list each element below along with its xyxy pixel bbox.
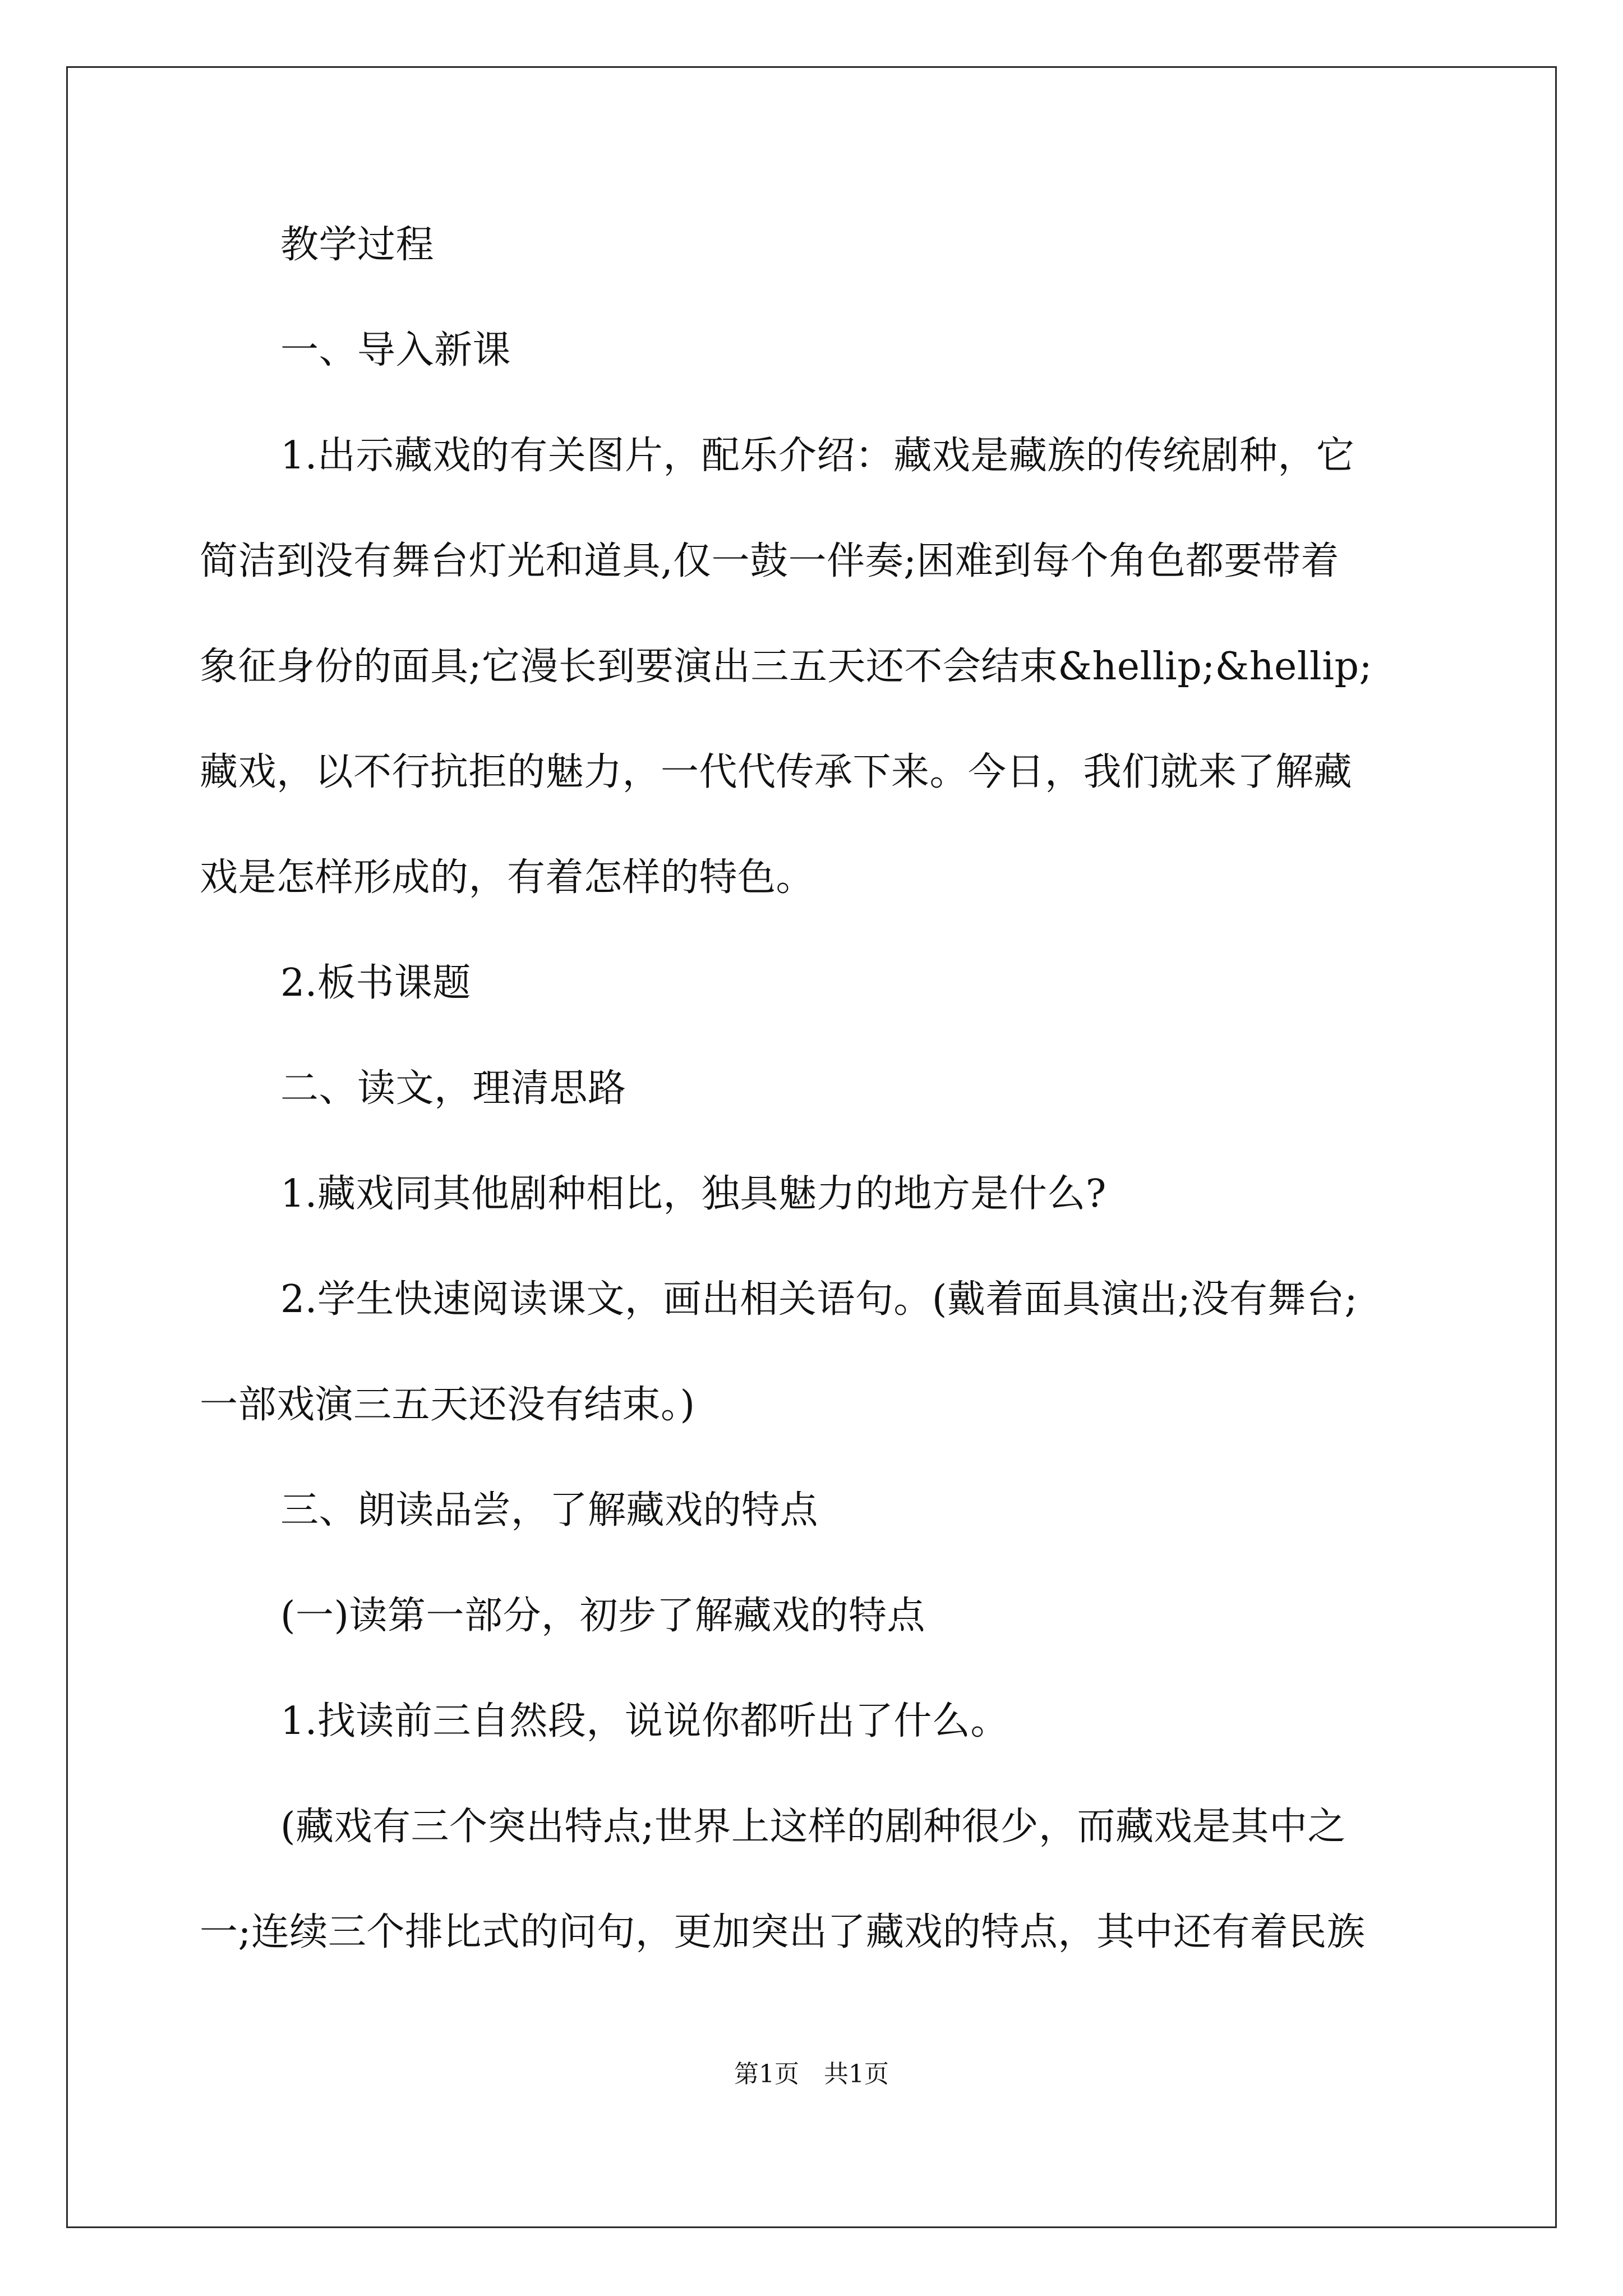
page-border bbox=[66, 66, 1557, 2228]
paragraph-line-heading-process: 教学过程 bbox=[280, 223, 435, 267]
paragraph-line: 藏戏，以不行抗拒的魅力，一代代传承下来。今日，我们就来了解藏 bbox=[200, 750, 1353, 794]
paragraph-line: 戏是怎样形成的，有着怎样的特色。 bbox=[200, 855, 815, 900]
paragraph-line: 一;连续三个排比式的问句，更加突出了藏戏的特点，其中还有着民族 bbox=[200, 1910, 1366, 1954]
paragraph-line-section-3-heading: 三、朗读品尝，了解藏戏的特点 bbox=[280, 1488, 819, 1533]
paragraph-line-subsection-heading: (一)读第一部分，初步了解藏戏的特点 bbox=[280, 1594, 926, 1638]
paragraph-line: 一部戏演三五天还没有结束。) bbox=[200, 1383, 695, 1427]
paragraph-line-section-2-heading: 二、读文，理清思路 bbox=[280, 1066, 626, 1111]
paragraph-line: 2.板书课题 bbox=[280, 961, 471, 1005]
paragraph-line: (藏戏有三个突出特点;世界上这样的剧种很少，而藏戏是其中之 bbox=[280, 1805, 1346, 1849]
page-number-footer: 第1页 共1页 bbox=[734, 2060, 889, 2088]
paragraph-line: 1.藏戏同其他剧种相比，独具魅力的地方是什么? bbox=[280, 1172, 1106, 1216]
paragraph-line: 1.找读前三自然段，说说你都听出了什么。 bbox=[280, 1699, 1009, 1743]
paragraph-line: 象征身份的面具;它漫长到要演出三五天还不会结束&hellip;&hellip; bbox=[200, 645, 1372, 689]
paragraph-line: 2.学生快速阅读课文，画出相关语句。(戴着面具演出;没有舞台; bbox=[280, 1277, 1358, 1322]
paragraph-line: 简洁到没有舞台灯光和道具,仅一鼓一伴奏;困难到每个角色都要带着 bbox=[200, 539, 1340, 583]
paragraph-line-section-1-heading: 一、导入新课 bbox=[280, 328, 511, 372]
paragraph-line: 1.出示藏戏的有关图片，配乐介绍：藏戏是藏族的传统剧种，它 bbox=[280, 434, 1355, 478]
